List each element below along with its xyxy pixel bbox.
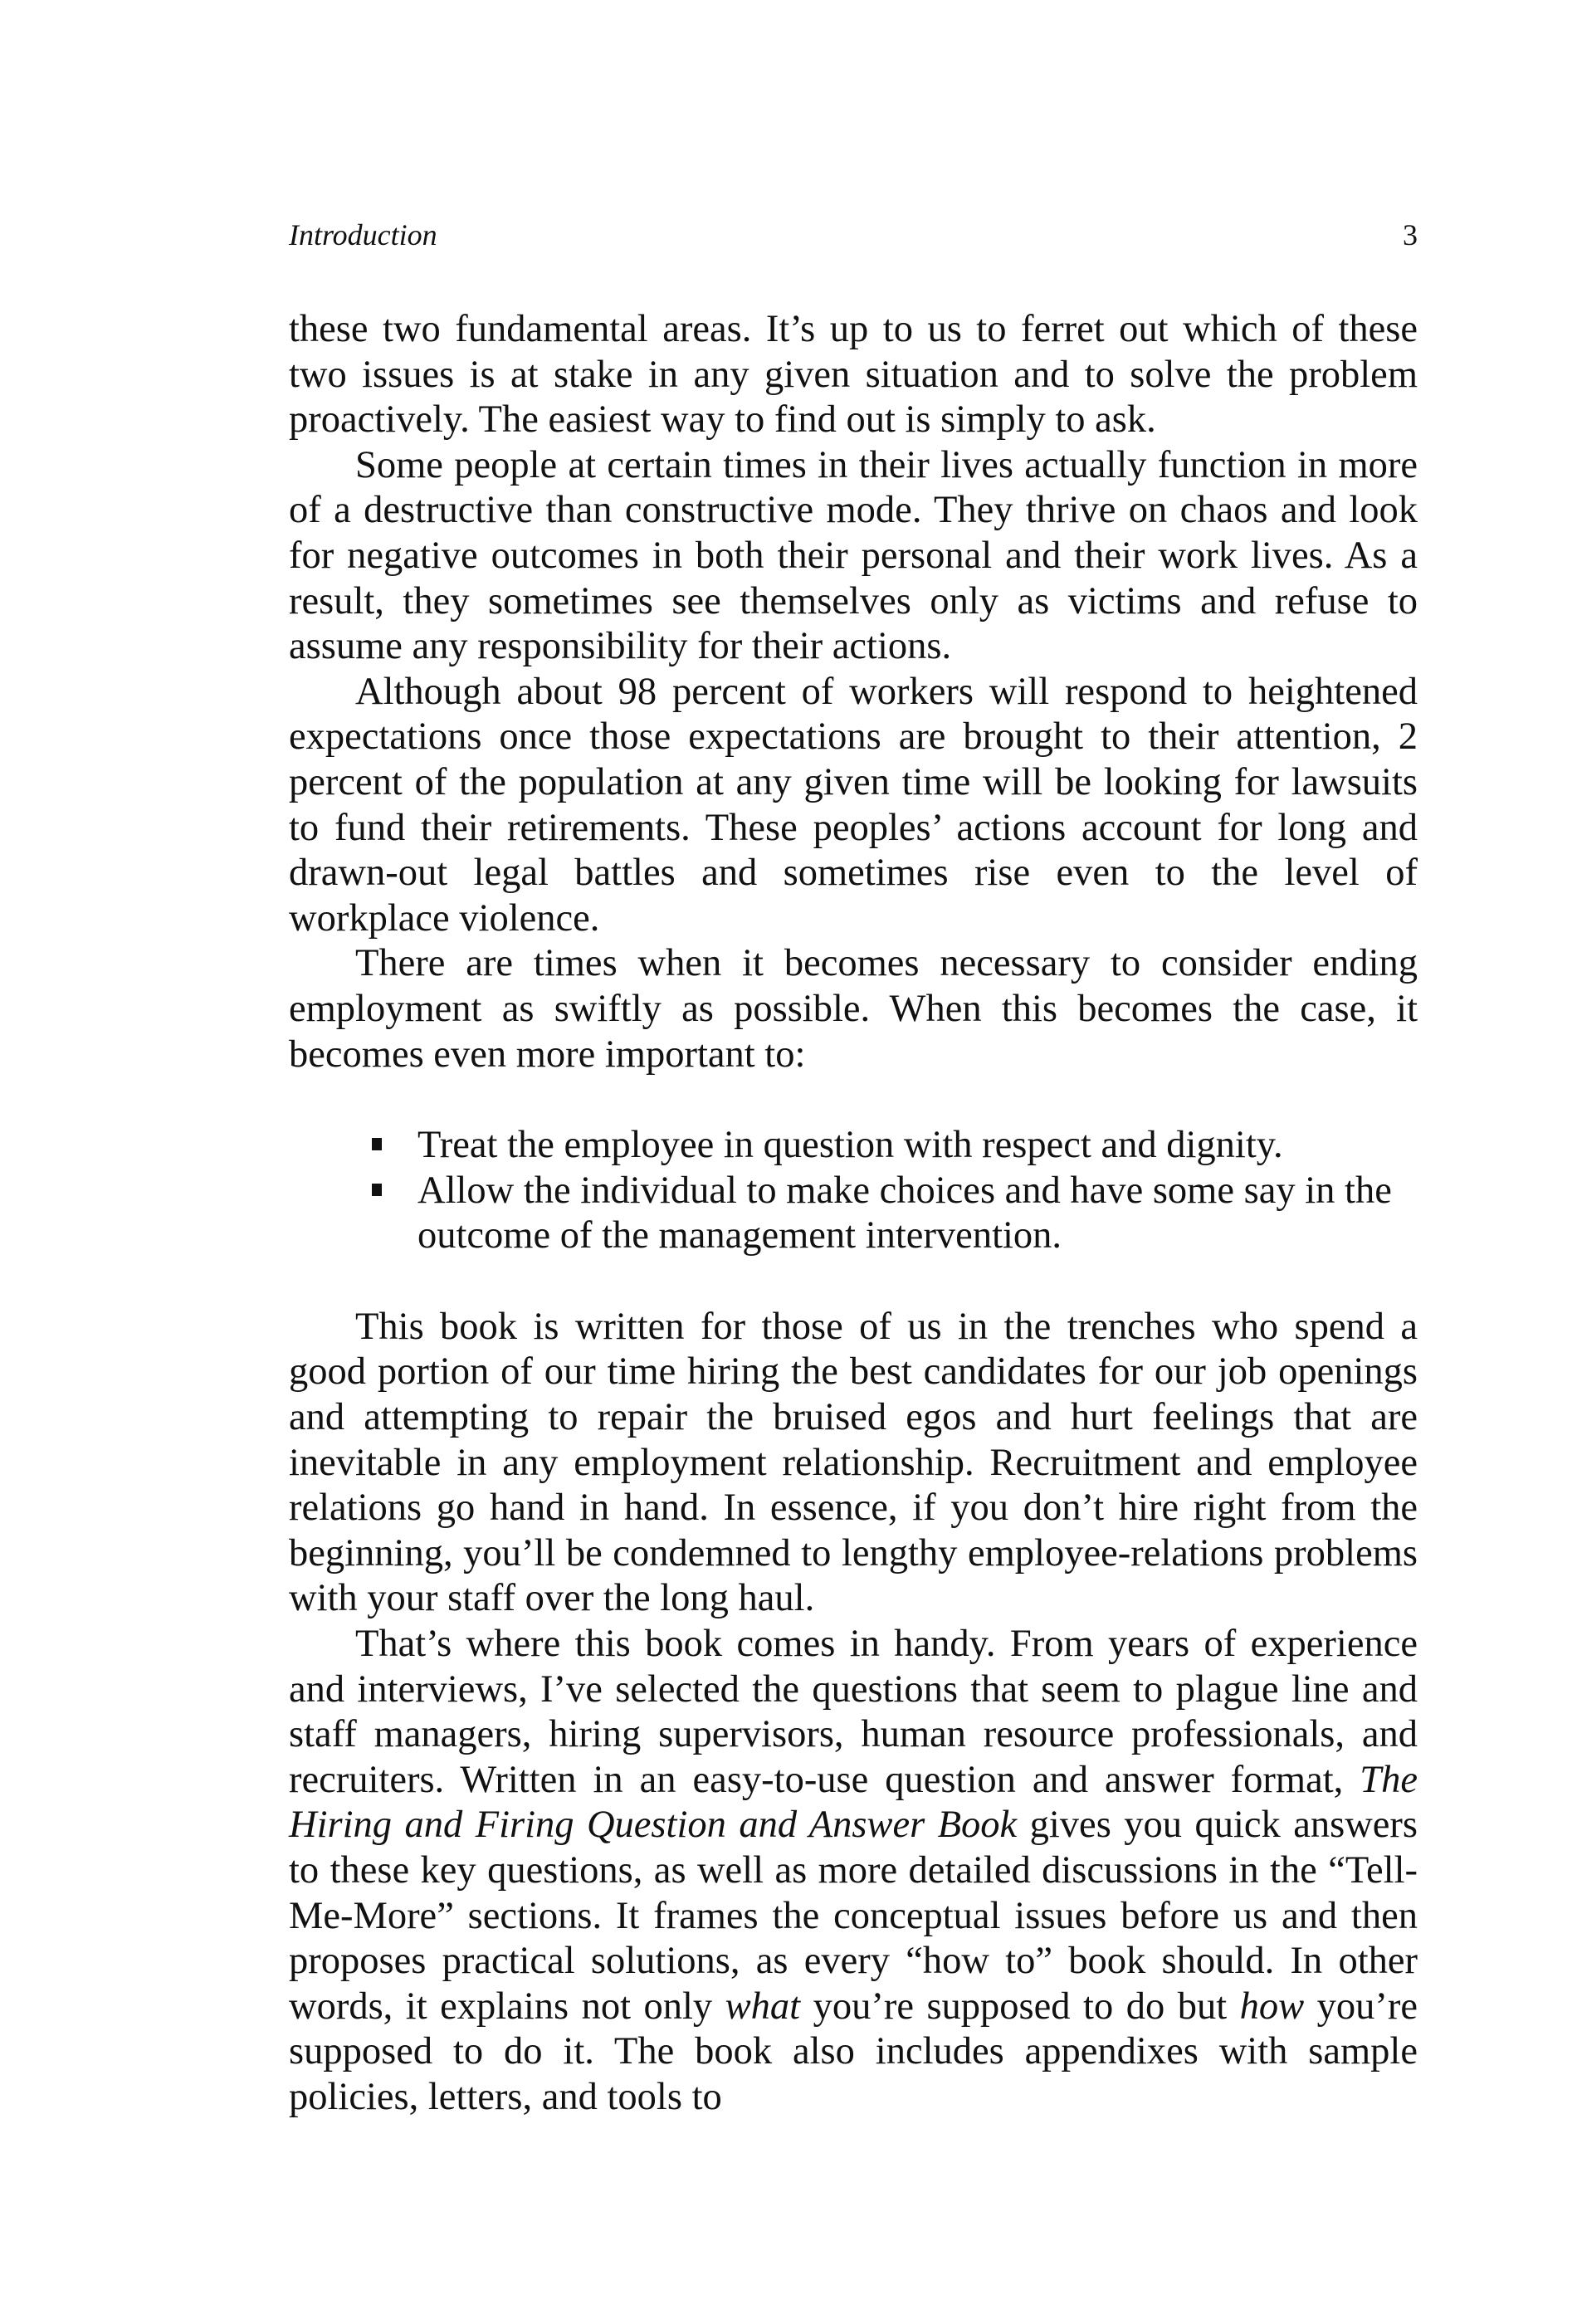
paragraph-6-part-1: That’s where this book comes in handy. From years of experience and interviews, I’ve selected the questions that seem to plague line and staff managers, hiring supervisors, human resource professionals, and recruiters. Written in an easy-to-use question and answer format, (289, 1623, 1418, 1801)
book-title: The Hiring and Firing Question and Answer Book (289, 1758, 1418, 1847)
paragraph-6-part-3: you’re supposed to do but (800, 1985, 1240, 2028)
bullet-square-icon (372, 1184, 382, 1196)
page-number: 3 (1403, 218, 1418, 251)
bullet-item (289, 1123, 1418, 1169)
paragraph-6 (289, 1622, 1418, 2121)
emphasis-how: how (1239, 1985, 1305, 2028)
body-text (289, 307, 1418, 2121)
paragraph-6-part-2: gives you quick answers to these key questions, as well as more detailed discussions in the “Tell-Me-More” sections. It frames the conceptual issues before us and then proposes practical solutions, as every “how to” book should. In other words, it explains not only (289, 1804, 1418, 2028)
paragraph-3: Although about 98 percent of workers will respond to heightened expectations once those expectations are brought to their attention, 2 percent of the population at any given time will be looking for lawsuits to fund their retirements. These peoples’ actions account for long and drawn-out legal battles and sometimes rise even to the level of workplace violence. (289, 670, 1418, 940)
bullet-square-icon (372, 1138, 382, 1150)
emphasis-what: what (725, 1985, 801, 2028)
bullet-text: Treat the employee in question with respect and dignity. (417, 1124, 1283, 1167)
bullet-text: Allow the individual to make choices and have some say in the outcome of the management intervention. (417, 1169, 1392, 1257)
bullet-list (289, 1123, 1418, 1259)
running-head-section-title: Introduction (289, 218, 437, 251)
bullet-item (289, 1169, 1418, 1259)
paragraph-5: This book is written for those of us in the trenches who spend a good portion of our time hiring the best candidates for our job openings and attempting to repair the bruised egos and hurt feelings that are inevitable in any employment relationship. Recruitment and employee relations go hand in hand. In essence, if you don’t hire right from the beginning, you’ll be condemned to lengthy employee-relations problems with your staff over the long haul. (289, 1305, 1418, 1620)
paragraph-4: There are times when it becomes necessary to consider ending employment as swiftly as possible. When this becomes the case, it becomes even more important to: (289, 942, 1418, 1076)
paragraph-2: Some people at certain times in their lives actually function in more of a destructive than constructive mode. They thrive on chaos and look for negative outcomes in both their personal and their work lives. As a result, they sometimes see themselves only as victims and refuse to assume any responsibility for their actions. (289, 443, 1418, 668)
paragraph-1: these two fundamental areas. It’s up to us to ferret out which of these two issues is at stake in any given situation and to solve the problem proactively. The easiest way to find out is simply to ask. (289, 308, 1418, 442)
paragraph-6-part-4: you’re supposed to do it. The book also includes appendixes with sample policies, letters, and tools to (289, 1985, 1418, 2118)
running-head (289, 217, 1418, 259)
